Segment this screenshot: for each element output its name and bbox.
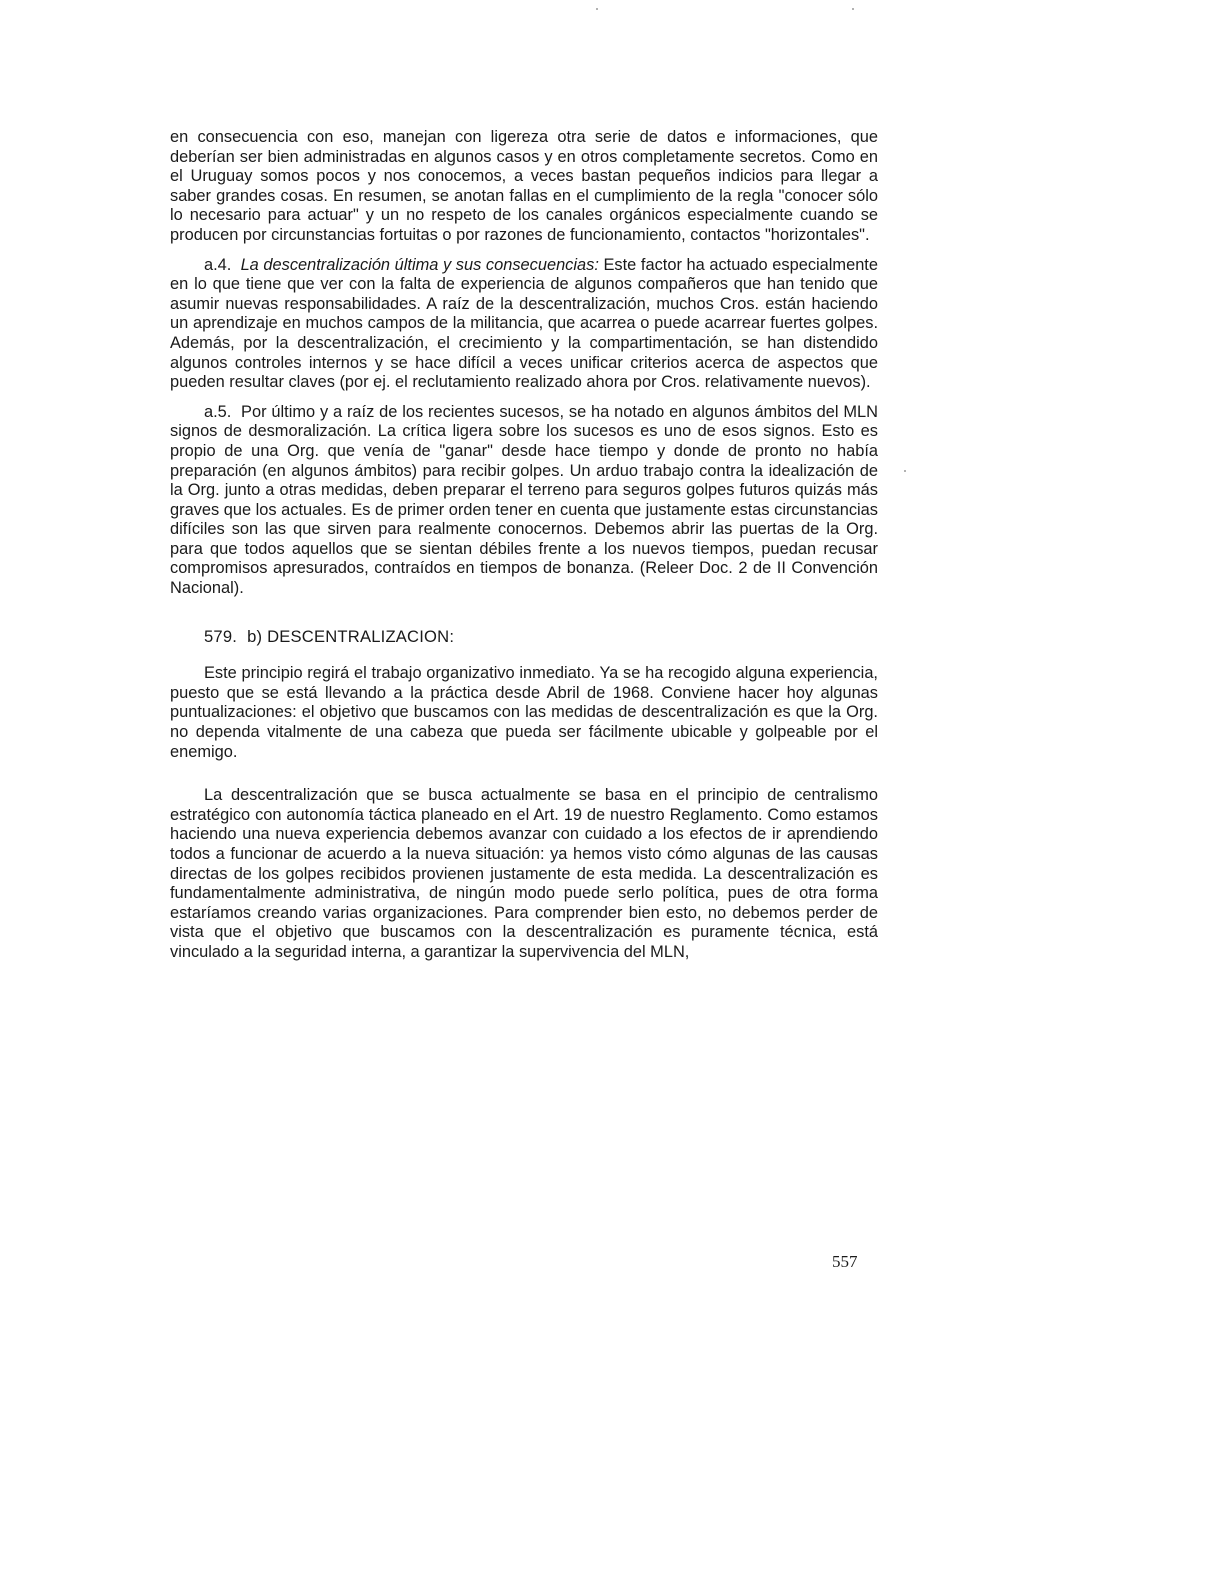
item-title-a4: La descentralización última y sus consecuencias: (240, 255, 599, 274)
section-number: 579. (204, 626, 238, 646)
item-body-a5: Por último y a raíz de los recientes sucesos, se ha notado en algunos ámbitos del MLN signos de desmoralización. La crítica ligera sobre los sucesos es uno de esos signos. Esto es propio de una Org. que venía de "ganar" desde hace tiempo y donde de pronto no había preparación (en algunos ámbitos) para recibir golpes. Un arduo trabajo contra la idealización de la Org. junto a otras medidas, deben preparar el terreno para seguros golpes futuros quizás más graves que los actuales. Es de primer orden tener en cuenta que justamente estas circunstancias difíciles son las que sirven para realmente conocernos. Debemos abrir las puertas de la Org. para que todos aquellos que se sientan débiles frente a los nuevos tiempos, puedan recusar compromisos apresurados, contraídos en tiempos de bonanza. (Releer Doc. 2 de II Convención Nacional). (170, 402, 879, 598)
scan-speck (596, 8, 598, 10)
paragraph-a4 (170, 256, 878, 393)
paragraph-a5 (170, 403, 878, 599)
document-page (170, 128, 878, 963)
page-number: 557 (832, 1252, 858, 1271)
section-heading (204, 627, 878, 647)
item-label-a5: a.5. (204, 402, 232, 421)
item-body-a4: Este factor ha actuado especialmente en lo que tiene que ver con la falta de experiencia de algunos compañeros que han tenido que asumir nuevas responsabilidades. A raíz de la descentralización, muchos Cros. están haciendo un aprendizaje en muchos campos de la militancia, que acarrea o puede acarrear fuertes golpes. Además, por la descentralización, el crecimiento y la compartimentación, se han distendido algunos controles internos y se hace difícil a veces unificar criterios acerca de aspectos que pueden resultar claves (por ej. el reclutamiento realizado ahora por Cros. relativamente nuevos). (170, 255, 878, 392)
scan-speck (904, 470, 906, 472)
item-label-a4: a.4. (204, 255, 232, 274)
paragraph-b1: Este principio regirá el trabajo organizativo inmediato. Ya se ha recogido alguna experiencia, puesto que se está llevando a la práctica desde Abril de 1968. Conviene hacer hoy algunas puntualizaciones: el objetivo que buscamos con las medidas de descentralización es que la Org. no dependa vitalmente de una cabeza que pueda ser fácilmente ubicable y golpeable por el enemigo. (170, 664, 878, 761)
paragraph-intro: en consecuencia con eso, manejan con ligereza otra serie de datos e informaciones, que deberían ser bien administradas en algunos casos y en otros completamente secretos. Como en el Uruguay somos pocos y nos conocemos, a veces bastan pequeños indicios para llegar a saber grandes cosas. En resumen, se anotan fallas en el cumplimiento de la regla "conocer sólo lo necesario para actuar" y un no respeto de los canales orgánicos especialmente cuando se producen por circunstancias fortuitas o por razones de funcionamiento, contactos "horizontales". (170, 128, 878, 244)
section-title: b) DESCENTRALIZACION: (247, 626, 455, 646)
paragraph-b2: La descentralización que se busca actualmente se basa en el principio de centralismo estratégico con autonomía táctica planeado en el Art. 19 de nuestro Reglamento. Como estamos haciendo una nueva experiencia debemos avanzar con cuidado a los efectos de ir aprendiendo todos a funcionar de acuerdo a la nueva situación: ya hemos visto cómo algunas de las causas directas de los golpes recibidos provienen justamente de esta medida. La descentralización es fundamentalmente administrativa, de ningún modo puede serlo política, pues de otra forma estaríamos creando varias organizaciones. Para comprender bien esto, no debemos perder de vista que el objetivo que buscamos con la descentralización es puramente técnica, está vinculado a la seguridad interna, a garantizar la supervivencia del MLN, (170, 786, 878, 961)
scan-speck (852, 8, 854, 10)
